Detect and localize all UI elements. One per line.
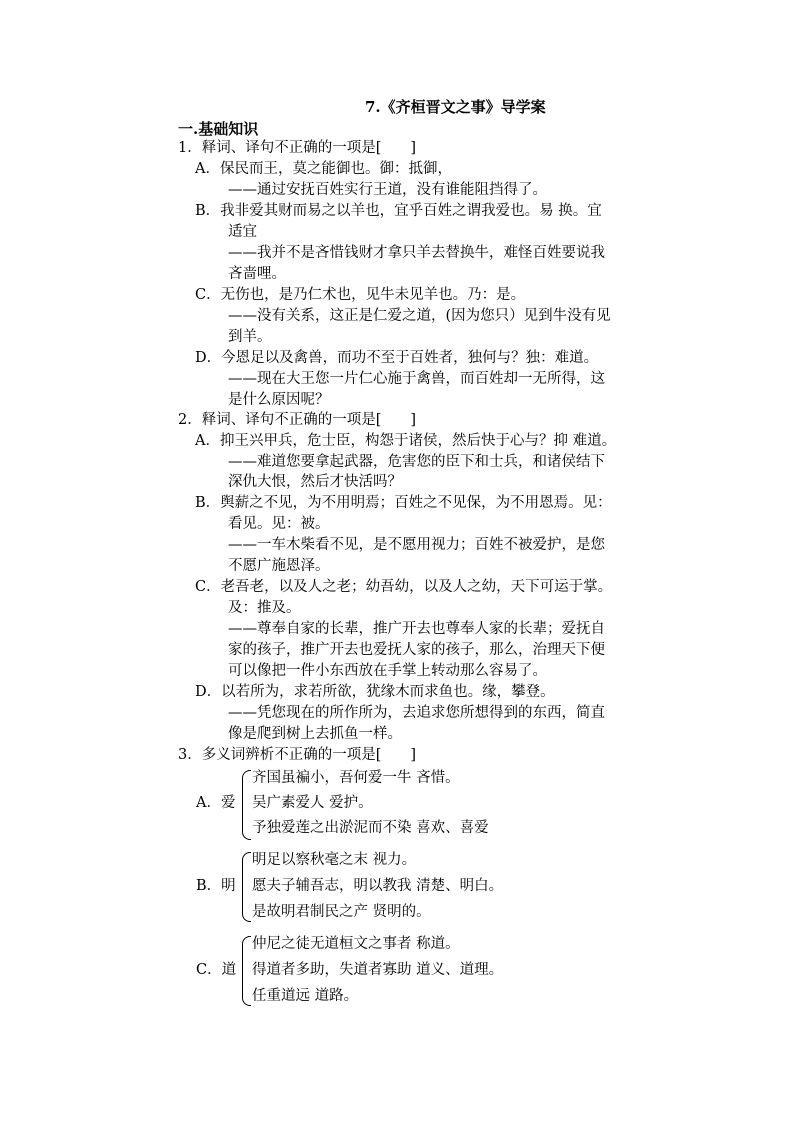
q3-option-a-item: 齐国虽褊小，吾何爱一牛 吝惜。 — [252, 770, 460, 786]
q1-option-a-translation: ——通过安抚百姓实行王道，没有谁能阻挡得了。 — [228, 182, 547, 198]
q2-option-d-translation: ——凭您现在的所作所为，去追求您所想得到的东西，简直 — [228, 705, 605, 721]
q2-option-a-translation-cont: 深仇大恨，然后才快活吗？ — [228, 474, 402, 490]
q1-option-a: A．保民而王，莫之能御也。御：抵御， — [195, 161, 452, 177]
q3-option-c-item: 任重道远 道路。 — [252, 988, 359, 1004]
q2-option-b-translation: ——一车木柴看不见，是不愿用视力；百姓不被爱护，是您 — [228, 537, 605, 553]
q3-option-c-label: C．道 — [196, 962, 237, 978]
q2-stem: 2．释词、译句不正确的一项是[ ] — [178, 412, 417, 428]
q3-stem: 3．多义词辨析不正确的一项是[ ] — [178, 747, 417, 763]
q2-option-b: B．舆薪之不见，为不用明焉；百姓之不见保，为不用恩焉。见： — [195, 495, 612, 511]
q3-option-c-brace — [242, 936, 251, 1006]
q2-option-b-cont: 看见。见：被。 — [228, 516, 330, 532]
q2-option-c-cont: 及：推及。 — [228, 600, 301, 616]
page-title: 7.《齐桓晋文之事》导学案 — [365, 98, 546, 116]
q3-option-a-item: 予独爱莲之出淤泥而不染 喜欢、喜爱 — [252, 820, 489, 836]
q3-option-c-item: 得道者多助，失道者寡助 道义、道理。 — [252, 962, 504, 978]
q3-option-b-item: 明足以察秋毫之末 视力。 — [252, 852, 417, 868]
q3-option-a-label: A．爱 — [196, 795, 236, 811]
q2-option-a: A．抑王兴甲兵，危士臣，构怨于诸侯，然后快于心与？抑 难道。 — [195, 433, 617, 449]
q2-option-b-translation-cont: 不愿广施恩泽。 — [228, 558, 330, 574]
q1-stem: 1．释词、译句不正确的一项是[ ] — [178, 140, 417, 156]
q2-option-c-translation: ——尊奉自家的长辈，推广开去也尊奉人家的长辈；爱抚自 — [228, 621, 605, 637]
q1-option-b: B．我非爱其财而易之以羊也，宜乎百姓之谓我爱也。易 换。宜 — [195, 203, 602, 219]
section-heading: 一.基础知识 — [178, 120, 259, 138]
q3-option-a-brace — [242, 770, 251, 840]
q3-option-a-item: 吴广素爱人 爱护。 — [252, 795, 373, 811]
q2-option-a-translation: ——难道您要拿起武器，危害您的臣下和士兵，和诸侯结下 — [228, 454, 605, 470]
q1-option-c: C．无伤也，是乃仁术也，见牛未见羊也。乃：是。 — [195, 287, 526, 303]
q3-option-c-item: 仲尼之徒无道桓文之事者 称道。 — [252, 936, 460, 952]
q3-option-b-label: B．明 — [196, 878, 236, 894]
q1-option-b-translation-cont: 吝啬哩。 — [228, 266, 286, 282]
q1-option-b-cont: 适宜 — [228, 224, 257, 240]
q1-option-d-translation: ——现在大王您一片仁心施于禽兽，而百姓却一无所得，这 — [228, 371, 605, 387]
q1-option-d-translation-cont: 是什么原因呢？ — [228, 392, 330, 408]
q2-option-c: C．老吾老，以及人之老；幼吾幼，以及人之幼，天下可运于掌。 — [195, 579, 613, 595]
q2-option-c-translation-cont: 家的孩子，推广开去也爱抚人家的孩子，那么，治理天下便 — [228, 642, 605, 658]
q3-option-b-item: 愿夫子辅吾志，明以教我 清楚、明白。 — [252, 878, 504, 894]
q2-option-c-translation-cont2: 可以像把一件小东西放在手掌上转动那么容易了。 — [228, 663, 547, 679]
q1-option-b-translation: ——我并不是吝惜钱财才拿只羊去替换牛，难怪百姓要说我 — [228, 245, 605, 261]
q3-option-b-brace — [242, 852, 251, 922]
q2-option-d: D．以若所为，求若所欲，犹缘木而求鱼也。缘，攀登。 — [195, 684, 555, 700]
q1-option-c-translation: ——没有关系，这正是仁爱之道，(因为您只）见到牛没有见 — [228, 308, 611, 324]
q1-option-c-translation-cont: 到羊。 — [228, 329, 272, 345]
q1-option-d: D．今恩足以及禽兽，而功不至于百姓者，独何与？独：难道。 — [195, 350, 599, 366]
q2-option-d-translation-cont: 像是爬到树上去抓鱼一样。 — [228, 726, 402, 742]
q3-option-b-item: 是故明君制民之产 贤明的。 — [252, 904, 431, 920]
